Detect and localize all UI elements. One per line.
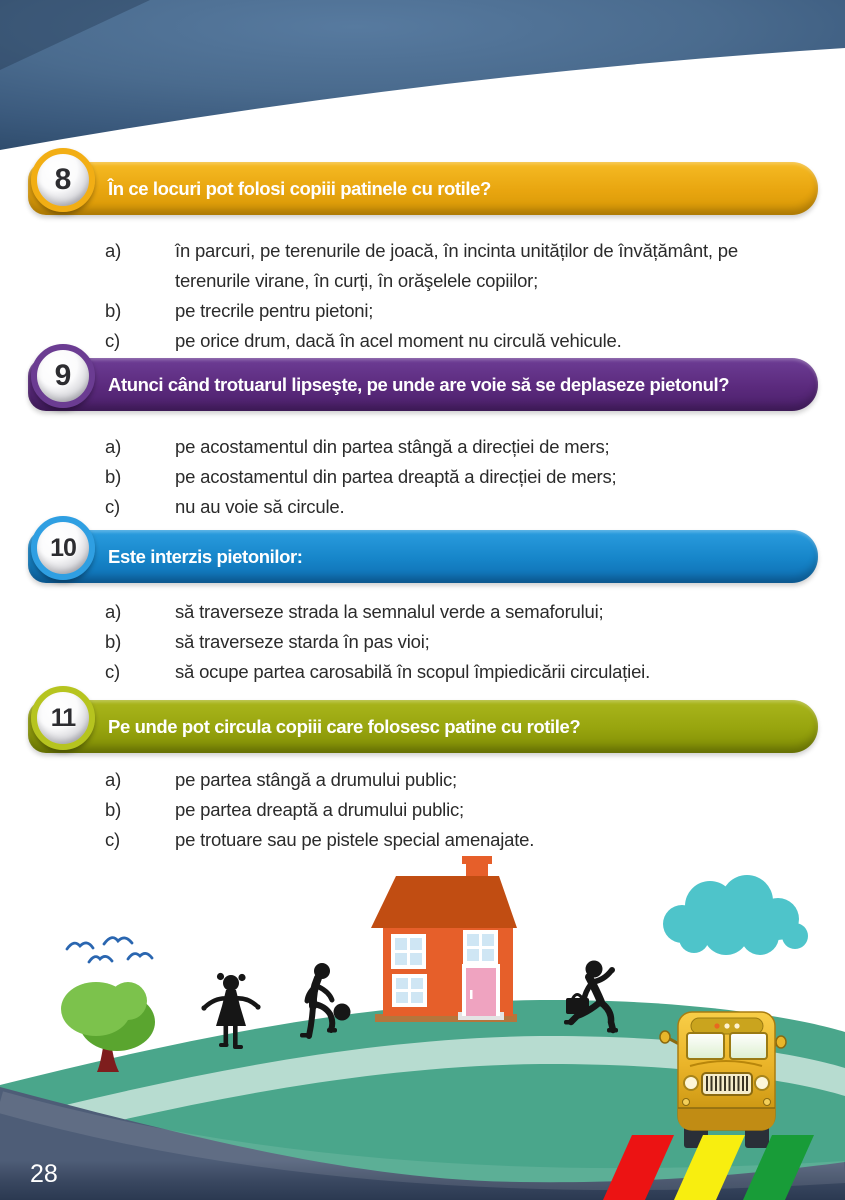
question-number-badge <box>31 686 95 750</box>
bottom-illustration <box>0 840 845 1200</box>
answer-label: b) <box>105 466 122 487</box>
answer-row <box>105 627 818 657</box>
house-icon <box>371 856 517 1022</box>
header-curve <box>0 0 845 160</box>
answer-row <box>105 462 818 492</box>
answer-text: să traverseze starda în pas vioi; <box>175 631 430 652</box>
birds-icon <box>67 938 152 962</box>
answer-label: b) <box>105 300 122 321</box>
question-number: 8 <box>54 163 72 196</box>
answer-text: nu au voie să circule. <box>175 496 345 517</box>
answer-text: pe trecrile pentru pietoni; <box>175 300 374 321</box>
answer-row <box>105 597 818 627</box>
question-number: 10 <box>50 534 76 562</box>
answer-text: în parcuri, pe terenurile de joacă, în incinta unităților de învățământ, pe terenurile virane, în curți, în orăşelele copiilor; <box>175 240 738 291</box>
page-number: 28 <box>30 1160 58 1188</box>
answer-text: pe trotuare sau pe pistele special amenajate. <box>175 829 535 850</box>
answer-text: pe orice drum, dacă în acel moment nu circulă vehicule. <box>175 330 622 351</box>
answer-list <box>105 236 818 356</box>
question-number-badge <box>31 344 95 408</box>
answer-text: să traverseze strada la semnalul verde a semaforului; <box>175 601 604 622</box>
answer-text: să ocupe partea carosabilă în scopul împiedicării circulației. <box>175 661 651 682</box>
answer-list <box>105 597 818 687</box>
answer-text: pe acostamentul din partea stângă a direcției de mers; <box>175 436 610 457</box>
answer-label: c) <box>105 496 121 517</box>
color-stripes <box>603 1135 814 1200</box>
answer-text: pe partea dreaptă a drumului public; <box>175 799 464 820</box>
answer-row <box>105 296 818 326</box>
answer-row <box>105 326 818 356</box>
question-banner <box>28 162 818 215</box>
question-text: Pe unde pot circula copiii care folosesc patine cu rotile? <box>108 716 581 737</box>
question-number-badge <box>31 516 95 580</box>
answer-label: a) <box>105 769 122 790</box>
answer-row <box>105 492 818 522</box>
question-number-badge <box>31 148 95 212</box>
answer-text: pe partea stângă a drumului public; <box>175 769 457 790</box>
question-number: 11 <box>50 704 76 732</box>
question-banner <box>28 358 818 411</box>
answer-label: c) <box>105 330 121 351</box>
question-number: 9 <box>54 359 72 392</box>
answer-label: c) <box>105 829 121 850</box>
answer-row <box>105 795 818 825</box>
answer-row <box>105 765 818 795</box>
answer-label: c) <box>105 661 121 682</box>
question-text: Este interzis pietonilor: <box>108 546 303 567</box>
question-banner <box>28 700 818 753</box>
answer-label: a) <box>105 240 122 261</box>
answer-label: a) <box>105 436 122 457</box>
answer-label: a) <box>105 601 122 622</box>
answer-row <box>105 432 818 462</box>
answer-row <box>105 236 818 296</box>
answer-label: b) <box>105 799 122 820</box>
answer-row <box>105 657 818 687</box>
answer-text: pe acostamentul din partea dreaptă a direcției de mers; <box>175 466 617 487</box>
question-banner <box>28 530 818 583</box>
question-text: Atunci când trotuarul lipseşte, pe unde are voie să se deplaseze pietonul? <box>108 374 730 395</box>
cloud-icon <box>663 875 808 955</box>
answer-label: b) <box>105 631 122 652</box>
answer-list <box>105 432 818 522</box>
question-text: În ce locuri pot folosi copiii patinele cu rotile? <box>108 178 491 199</box>
